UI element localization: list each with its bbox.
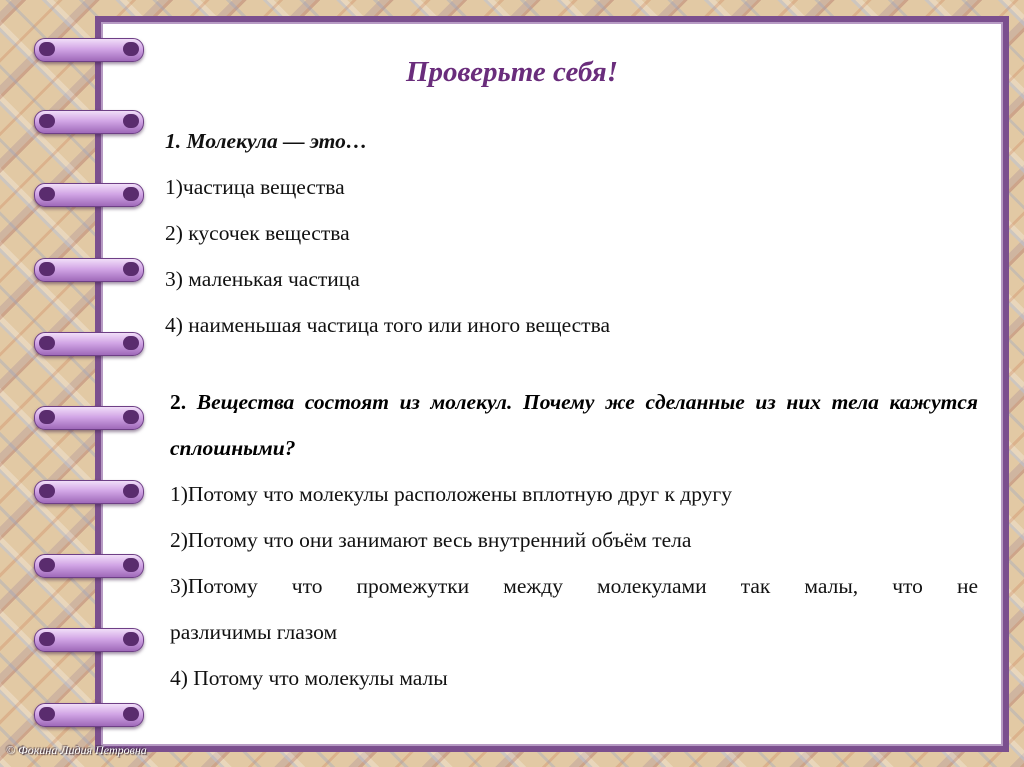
answer-option: 4) наименьшая частица того или иного вещества — [165, 313, 610, 337]
answer-option: 1)частица вещества — [165, 175, 345, 199]
binder-ring — [34, 332, 144, 356]
answer-option: 3) маленькая частица — [165, 267, 360, 291]
binder-ring — [34, 183, 144, 207]
binder-ring — [34, 406, 144, 430]
binder-ring — [34, 258, 144, 282]
question-2 — [170, 379, 978, 701]
binder-ring — [34, 703, 144, 727]
answer-option: 2) кусочек вещества — [165, 221, 350, 245]
question-1 — [165, 118, 985, 348]
binder-ring — [34, 554, 144, 578]
answer-option: 2)Потому что они занимают весь внутренний объём тела — [170, 528, 692, 552]
question-2-text — [170, 379, 978, 471]
question-1-text: 1. Молекула — это… — [165, 129, 368, 153]
question-2-body: Вещества состоят из молекул. Почему же сделанные из них тела кажутся сплошными? — [170, 390, 978, 460]
copyright-text: © Фокина Лидия Петровна — [6, 743, 147, 757]
slide-title: Проверьте себя! — [405, 56, 619, 88]
binder-ring — [34, 628, 144, 652]
binder-ring — [34, 110, 144, 134]
answer-option: 3)Потому что промежутки между молекулами так малы, что не — [170, 574, 978, 598]
answer-option: 4) Потому что молекулы малы — [170, 666, 448, 690]
answer-option-continuation: различимы глазом — [170, 620, 338, 644]
binder-ring — [34, 480, 144, 504]
question-number: 2. — [170, 390, 187, 414]
answer-option: 1)Потому что молекулы расположены вплотную друг к другу — [170, 482, 733, 506]
